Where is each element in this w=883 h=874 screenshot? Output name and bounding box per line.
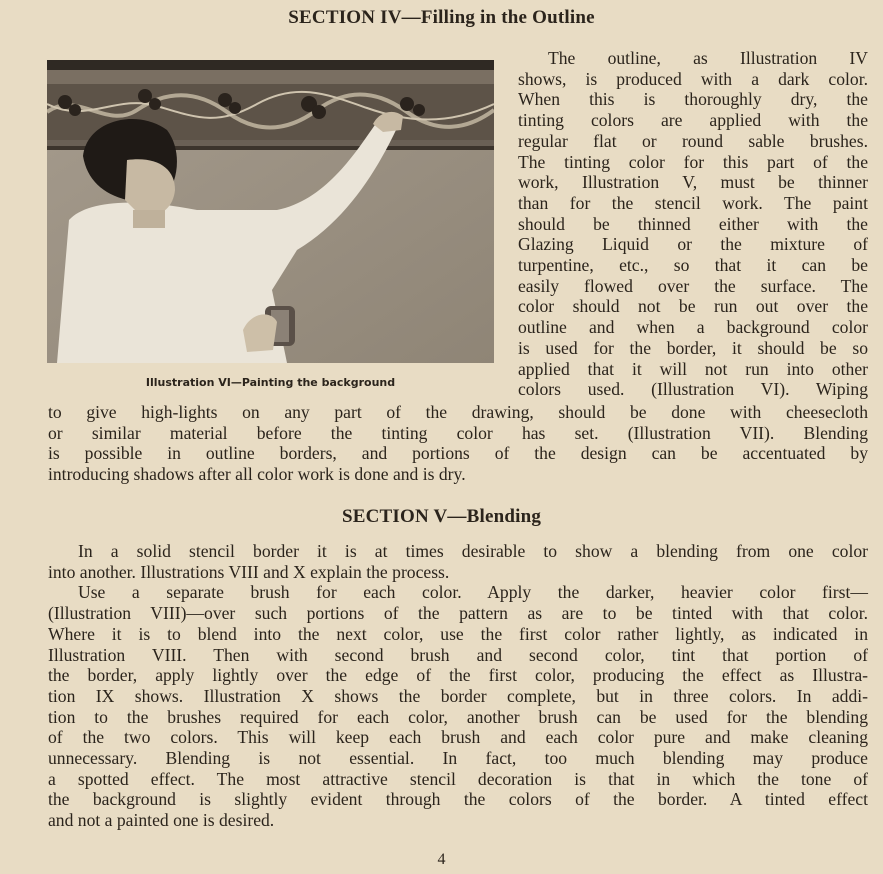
text-line: color should not be run out over the (518, 296, 868, 317)
text-line: of the two colors. This will keep each brush and each color pure and make cleaning (48, 727, 868, 748)
text-line: colors used. (Illustration VI). Wiping (518, 379, 868, 400)
text-line: into another. Illustrations VIII and X explain the process. (48, 561, 450, 582)
text-line: a spotted effect. The most attractive stencil decoration is that in which the tone of (48, 768, 868, 789)
section-v-body (48, 541, 868, 831)
page-number: 4 (437, 851, 446, 868)
text-line: the background is slightly evident through the colors of the border. A tinted effect (48, 789, 868, 810)
text-line: Illustration VIII. Then with second brush and second color, tint that portion of (48, 644, 868, 665)
text-line: When this is thoroughly dry, the (518, 89, 868, 110)
text-line: Use a separate brush for each color. Apply the darker, heavier color first— (78, 582, 868, 603)
text-line: to give high-lights on any part of the drawing, should be done with cheesecloth (48, 402, 868, 422)
text-line: and not a painted one is desired. (48, 810, 275, 831)
section-iv-heading: SECTION IV—Filling in the Outline (288, 7, 595, 28)
text-line: unnecessary. Blending is not essential. In fact, too much blending may produce (48, 748, 868, 769)
text-line: Where it is to blend into the next color, use the first color rather lightly, as indicated in (48, 623, 868, 644)
text-line: outline and when a background color (518, 317, 868, 338)
text-line: applied that it will not run into other (518, 358, 868, 379)
text-line: tion to the brushes required for each color, another brush can be used for the blending (48, 706, 868, 727)
section-iv-continuation (48, 402, 868, 485)
illustration-vi-photo (47, 60, 494, 363)
text-line: The tinting color for this part of the (518, 151, 868, 172)
text-line: Glazing Liquid or the mixture of (518, 234, 868, 255)
text-line: turpentine, etc., so that it can be (518, 255, 868, 276)
text-line: than for the stencil work. The paint (518, 192, 868, 213)
text-line: shows, is produced with a dark color. (518, 68, 868, 89)
text-line: The outline, as Illustration IV (548, 48, 868, 68)
text-line: easily flowed over the surface. The (518, 275, 868, 296)
text-line: or similar material before the tinting color has set. (Illustration VII). Blending (48, 422, 868, 443)
text-line: the border, apply lightly over the edge of the first color, producing the effect as Illustra- (48, 665, 868, 686)
text-line: In a solid stencil border it is at times desirable to show a blending from one color (78, 541, 868, 561)
text-line: should be thinned either with the (518, 213, 868, 234)
text-line: introducing shadows after all color work is done and is dry. (48, 464, 466, 485)
text-line: work, Illustration V, must be thinner (518, 172, 868, 193)
text-line: is used for the border, it should be so (518, 337, 868, 358)
section-iv-right-column (518, 48, 868, 400)
section-v-heading: SECTION V—Blending (341, 506, 542, 527)
text-line: tinting colors are applied with the (518, 110, 868, 131)
text-line: (Illustration VIII)—over such portions of the pattern as are to be tinted with that color. (48, 603, 868, 624)
figure-caption: Illustration VI—Painting the background (145, 376, 396, 389)
text-line: regular flat or round sable brushes. (518, 130, 868, 151)
text-line: tion IX shows. Illustration X shows the border complete, but in three colors. In addi- (48, 685, 868, 706)
text-line: is possible in outline borders, and portions of the design can be accentuated by (48, 443, 868, 464)
